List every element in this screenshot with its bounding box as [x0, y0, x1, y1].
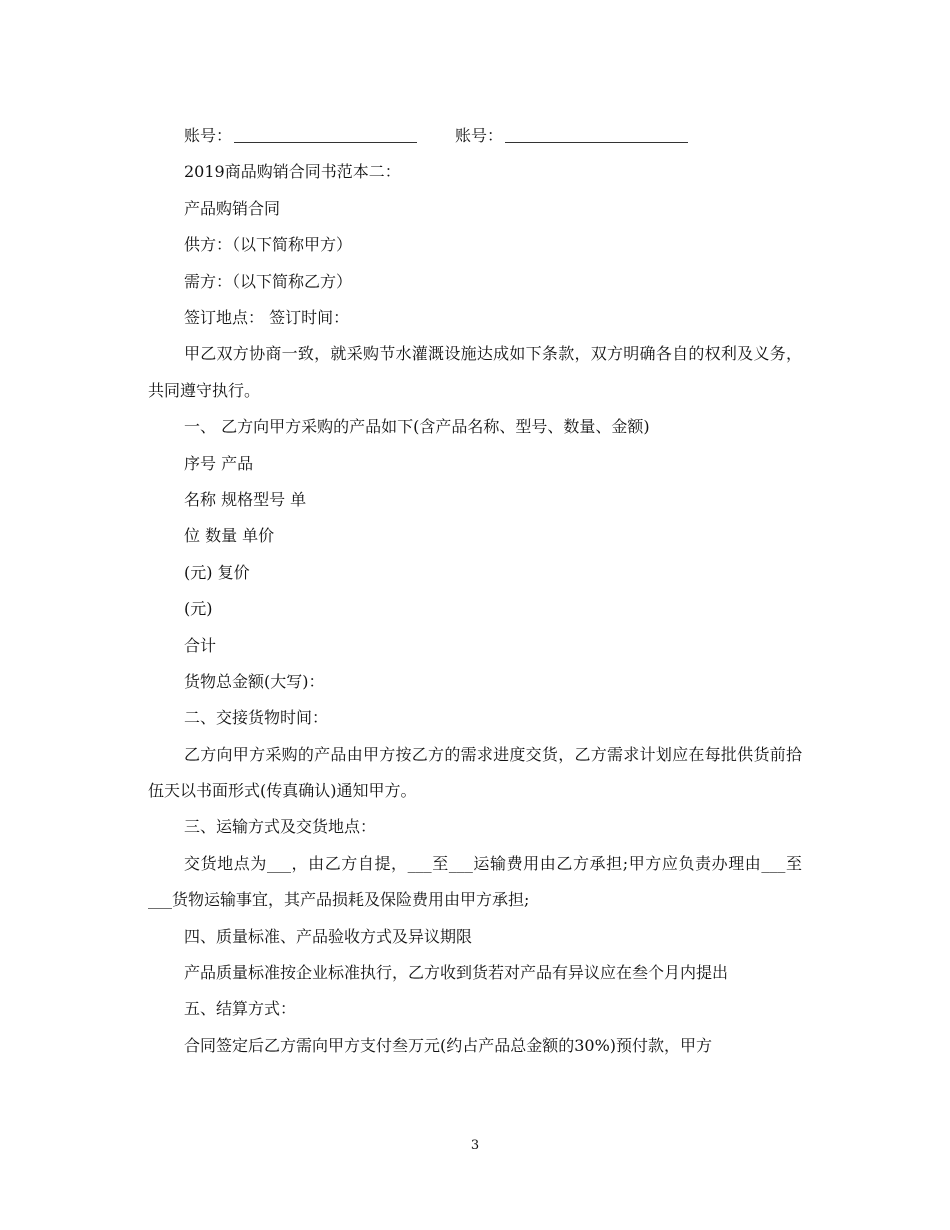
table-header-line-1: 序号 产品: [184, 453, 254, 473]
document-body: [148, 118, 802, 1064]
supplier-line: 供方：（以下简称甲方）: [184, 235, 353, 255]
table-header-line-2: 名称 规格型号 单: [184, 489, 307, 509]
template-heading: 2019商品购销合同书范本二：: [184, 162, 401, 182]
buyer-line: 需方：（以下简称乙方）: [184, 271, 353, 291]
account-row: [148, 118, 802, 154]
section-5-heading: 五、结算方式：: [184, 999, 297, 1019]
account-blank-left: [234, 126, 417, 143]
table-header-line-5: (元): [184, 599, 213, 619]
page-number: 3: [470, 1138, 480, 1153]
section-4-heading: 四、质量标准、产品验收方式及异议期限: [184, 926, 473, 946]
intro-paragraph: 甲乙双方协商一致，就采购节水灌溉设施达成如下条款，双方明确各自的权利及义务，共同遵守执行。: [148, 344, 802, 400]
section-2-paragraph: 乙方向甲方采购的产品由甲方按乙方的需求进度交货，乙方需求计划应在每批供货前拾伍天以书面形式(传真确认)通知甲方。: [148, 744, 802, 801]
table-total-line: 合计: [184, 635, 217, 655]
contract-title: 产品购销合同: [184, 198, 281, 218]
account-blank-right: [505, 126, 688, 143]
section-3-heading: 三、运输方式及交货地点：: [184, 817, 377, 837]
section-4-paragraph: 产品质量标准按企业标准执行，乙方收到货若对产品有异议应在叁个月内提出: [184, 963, 729, 983]
account-label-right: 账号：: [455, 126, 504, 145]
total-amount-line: 货物总金额(大写)：: [184, 671, 325, 691]
table-header-line-4: (元) 复价: [184, 562, 250, 582]
signing-line: 签订地点： 签订时间：: [184, 307, 350, 327]
section-5-paragraph: 合同签定后乙方需向甲方支付叁万元(约占产品总金额的30%)预付款，甲方: [184, 1035, 713, 1055]
section-1-heading: 一、 乙方向甲方采购的产品如下(含产品名称、型号、数量、金额): [184, 417, 650, 437]
account-label-left: 账号：: [184, 126, 233, 145]
table-header-line-3: 位 数量 单价: [184, 526, 275, 546]
section-3-paragraph: 交货地点为___，由乙方自提，___至___运输费用由乙方承担;甲方应负责办理由___至___货物运输事宜，其产品损耗及保险费用由甲方承担;: [148, 853, 802, 910]
account-left: [148, 118, 417, 154]
account-right: [455, 118, 688, 154]
section-2-heading: 二、交接货物时间：: [184, 708, 329, 728]
